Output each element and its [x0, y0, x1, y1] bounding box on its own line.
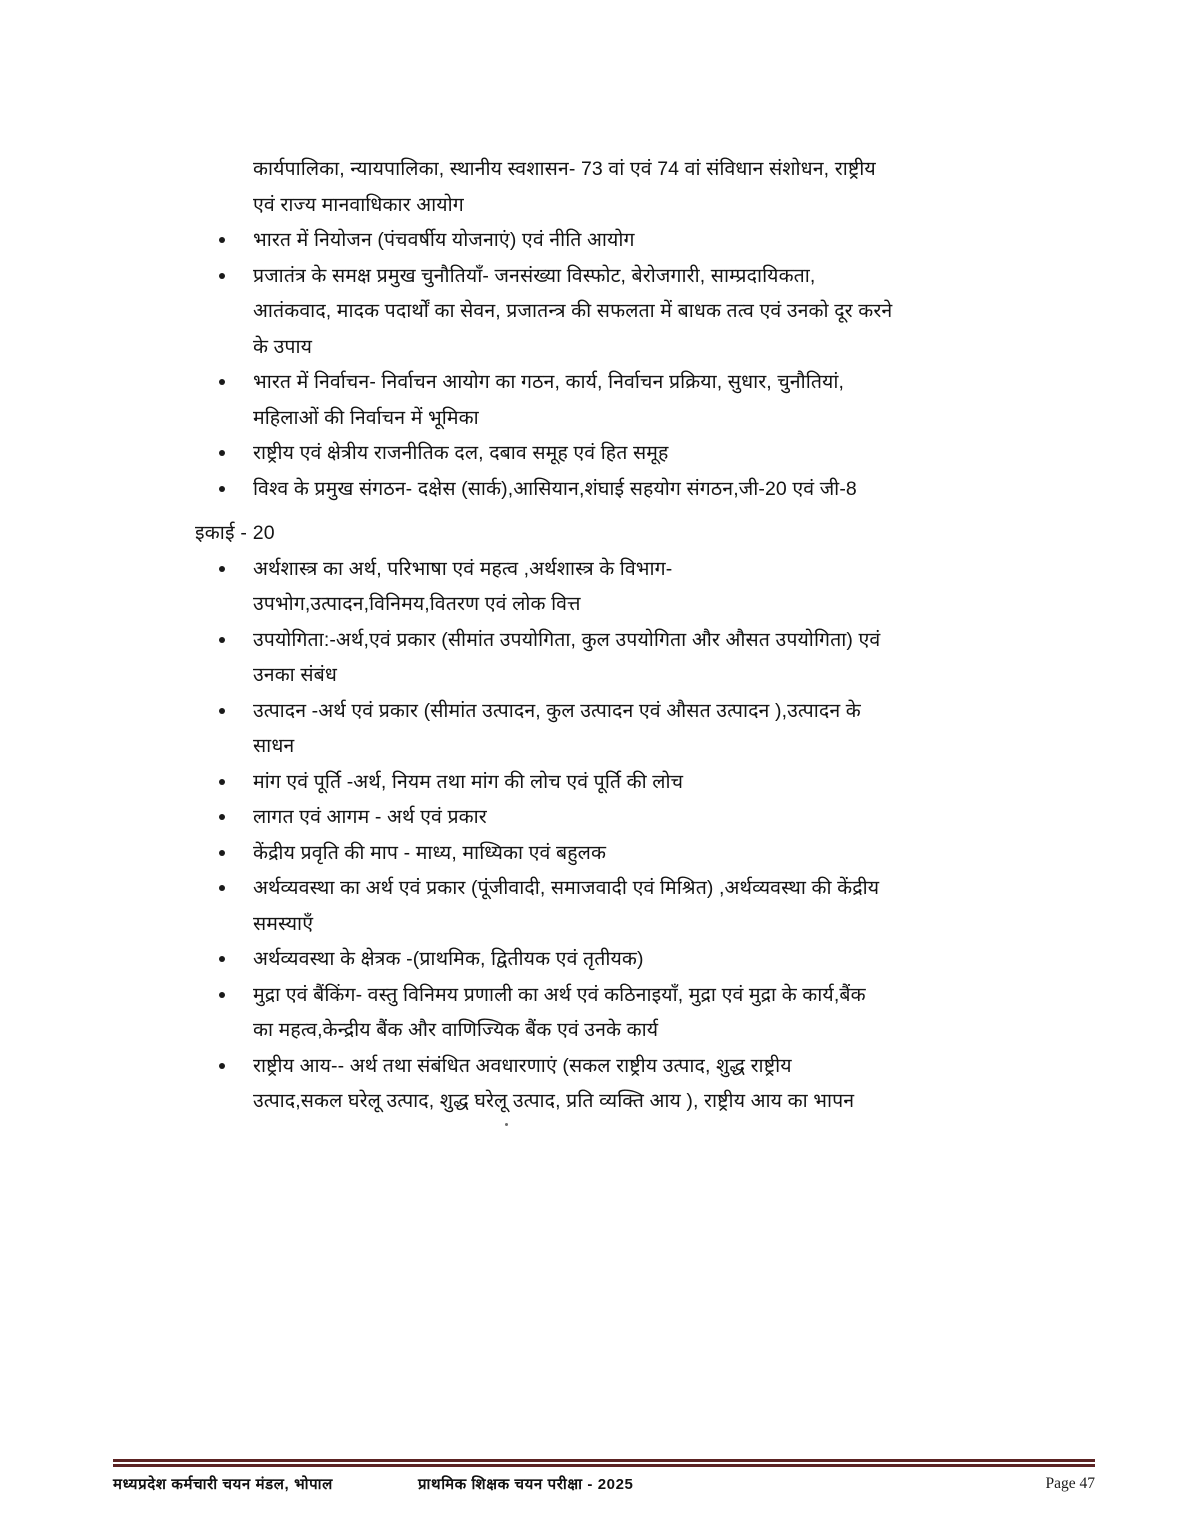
continuation-paragraph: [253, 152, 985, 223]
footer-divider-band-bottom: [113, 1464, 1095, 1467]
list-item-line: भारत में निर्वाचन- निर्वाचन आयोग का गठन, कार्य, निर्वाचन प्रक्रिया, सुधार, चुनौतियां,: [253, 371, 845, 393]
list-item-line: प्रजातंत्र के समक्ष प्रमुख चुनौतियाँ- जनसंख्या विस्फोट, बेरोजगारी, साम्प्रदायिकता,: [253, 264, 816, 287]
list-item-line: भारत में नियोजन (पंचवर्षीय योजनाएं) एवं नीति आयोग: [253, 229, 635, 251]
list-item: [195, 623, 985, 694]
list-item: [195, 978, 985, 1049]
bullet-dot-icon: [219, 992, 225, 998]
bullet-dot-icon: [219, 779, 225, 785]
bullet-dot-icon: [219, 850, 225, 856]
list-item-line: साधन: [253, 735, 295, 757]
list-item-line: उत्पाद,सकल घरेलू उत्पाद, शुद्ध घरेलू उत्पाद, प्रति व्यक्ति आय ), राष्ट्रीय आय का भापन: [253, 1090, 855, 1112]
list-item: [195, 942, 985, 978]
list-item: [195, 365, 985, 436]
bullet-dot-icon: [219, 814, 225, 820]
bullet-dot-icon: [219, 237, 225, 243]
bullet-dot-icon: [219, 637, 225, 643]
footer-organization: मध्यप्रदेश कर्मचारी चयन मंडल, भोपाल: [113, 1476, 333, 1493]
unit-19-bullet-list: [195, 223, 985, 507]
list-item: [195, 1049, 985, 1120]
footer-page-number: Page 47: [1045, 1475, 1095, 1492]
list-item: [195, 259, 985, 366]
bullet-dot-icon: [219, 566, 225, 572]
bullet-dot-icon: [219, 708, 225, 714]
bullet-dot-icon: [219, 885, 225, 891]
page-content: [195, 152, 985, 1120]
bullet-dot-icon: [219, 486, 225, 492]
list-item-line: उपयोगिता:-अर्थ,एवं प्रकार (सीमांत उपयोगिता, कुल उपयोगिता और औसत उपयोगिता) एवं: [253, 628, 881, 651]
bullet-dot-icon: [219, 450, 225, 456]
list-item-line: केंद्रीय प्रवृति की माप - माध्य, माध्यिका एवं बहुलक: [253, 841, 607, 864]
list-item-line: अर्थशास्त्र का अर्थ, परिभाषा एवं महत्व ,अर्थशास्त्र के विभाग-: [253, 557, 673, 580]
list-item: [195, 436, 985, 472]
paragraph-line: एवं राज्य मानवाधिकार आयोग: [253, 193, 464, 216]
list-item: [195, 800, 985, 836]
list-item-line: लागत एवं आगम - अर्थ एवं प्रकार: [253, 806, 487, 828]
bullet-dot-icon: [219, 379, 225, 385]
list-item-line: मांग एवं पूर्ति -अर्थ, नियम तथा मांग की लोच एवं पूर्ति की लोच: [253, 770, 684, 793]
list-item-line: मुद्रा एवं बैंकिंग- वस्तु विनिमय प्रणाली का अर्थ एवं कठिनाइयाँ, मुद्रा एवं मुद्रा के कार्य,बैंक: [253, 983, 866, 1006]
list-item-line: महिलाओं की निर्वाचन में भूमिका: [253, 406, 479, 429]
list-item-line: के उपाय: [253, 335, 313, 358]
list-item-line: आतंकवाद, मादक पदार्थों का सेवन, प्रजातन्त्र की सफलता में बाधक तत्व एवं उनको दूर करने: [253, 300, 893, 322]
list-item: [195, 472, 985, 508]
footer-exam-title: प्राथमिक शिक्षक चयन परीक्षा - 2025: [418, 1476, 634, 1493]
list-item-line: राष्ट्रीय एवं क्षेत्रीय राजनीतिक दल, दबाव समूह एवं हित समूह: [253, 442, 669, 464]
list-item: [195, 223, 985, 259]
list-item: [195, 871, 985, 942]
bullet-dot-icon: [219, 956, 225, 962]
paragraph-line: कार्यपालिका, न्यायपालिका, स्थानीय स्वशासन- 73 वां एवं 74 वां संविधान संशोधन, राष्ट्रीय: [253, 158, 876, 180]
list-item-line: राष्ट्रीय आय-- अर्थ तथा संबंधित अवधारणाएं (सकल राष्ट्रीय उत्पाद, शुद्ध राष्ट्रीय: [253, 1054, 792, 1077]
section-spacer: [195, 507, 985, 516]
list-item-line: का महत्व,केन्द्रीय बैंक और वाणिज्यिक बैंक एवं उनके कार्य: [253, 1019, 659, 1041]
page-footer: [113, 1474, 1095, 1500]
list-item: [195, 694, 985, 765]
list-item-line: समस्याएँ: [253, 912, 314, 935]
list-item-line: उनका संबंध: [253, 664, 337, 686]
list-item-line: अर्थव्यवस्था का अर्थ एवं प्रकार (पूंजीवादी, समाजवादी एवं मिश्रित) ,अर्थव्यवस्था की केंद्रीय: [253, 877, 880, 899]
unit-20-heading: इकाई - 20: [195, 522, 275, 544]
footer-divider: [113, 1459, 1095, 1467]
bullet-dot-icon: [219, 1063, 225, 1069]
list-item-line: उत्पादन -अर्थ एवं प्रकार (सीमांत उत्पादन, कुल उत्पादन एवं औसत उत्पादन ),उत्पादन के: [253, 699, 861, 722]
scan-artifact-speck: [505, 1123, 508, 1126]
list-item: [195, 836, 985, 872]
list-item-line: उपभोग,उत्पादन,विनिमय,वितरण एवं लोक वित्त: [253, 593, 581, 615]
unit-20-bullet-list: [195, 552, 985, 1120]
list-item: [195, 765, 985, 801]
list-item-line: विश्व के प्रमुख संगठन- दक्षेस (सार्क),आसियान,शंघाई सहयोग संगठन,जी-20 एवं जी-8: [253, 477, 857, 500]
list-item: [195, 552, 985, 623]
bullet-dot-icon: [219, 273, 225, 279]
list-item-line: अर्थव्यवस्था के क्षेत्रक -(प्राथमिक, द्वितीयक एवं तृतीयक): [253, 948, 644, 970]
